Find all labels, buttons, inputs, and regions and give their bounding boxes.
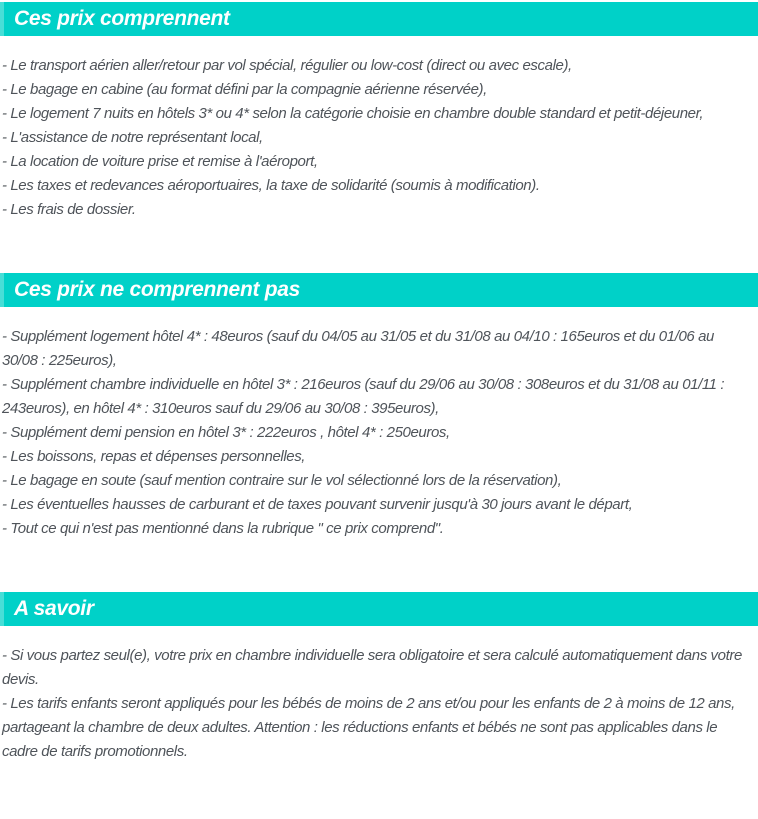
section-header-bar [0, 2, 758, 36]
list-item: - Les éventuelles hausses de carburant et de taxes pouvant survenir jusqu'à 30 jours avant le départ, [2, 496, 633, 513]
list-item: - Supplément chambre individuelle en hôtel 3* : 216euros (sauf du 29/06 au 30/08 : 308euros et du 31/08 au 01/11 : 243euros), en hôtel 4* : 310euros sauf du 29/06 au 30/08 : 395euros), [2, 376, 725, 417]
section-header-bar [0, 273, 758, 307]
section-title: Ces prix comprennent [14, 7, 230, 30]
section-title: A savoir [14, 597, 94, 620]
list-item: - Supplément demi pension en hôtel 3* : 222euros , hôtel 4* : 250euros, [2, 424, 450, 441]
section-item-list [0, 626, 758, 784]
section-header-bar [0, 592, 758, 626]
section-prices-include [0, 2, 758, 273]
list-item: - Le bagage en soute (sauf mention contraire sur le vol sélectionné lors de la réservation), [2, 472, 562, 489]
list-item: - Les taxes et redevances aéroportuaires, la taxe de solidarité (soumis à modification). [2, 177, 540, 194]
section-good-to-know [0, 592, 758, 784]
list-item: - L'assistance de notre représentant local, [2, 129, 263, 146]
list-item: - Les tarifs enfants seront appliqués pour les bébés de moins de 2 ans et/ou pour les enfants de 2 à moins de 12 ans, partageant la chambre de deux adultes. Attention : les réductions enfants et bébés ne sont pas applicables dans le cadre de tarifs promotionnels. [2, 695, 735, 760]
list-item: - Si vous partez seul(e), votre prix en chambre individuelle sera obligatoire et sera calculé automatiquement dans votre devis. [2, 647, 742, 688]
list-item: - Le logement 7 nuits en hôtels 3* ou 4* selon la catégorie choisie en chambre double standard et petit-déjeuner, [2, 105, 704, 122]
section-item-list [0, 36, 758, 273]
section-prices-exclude [0, 273, 758, 592]
section-title: Ces prix ne comprennent pas [14, 278, 300, 301]
list-item: - Les frais de dossier. [2, 201, 136, 218]
list-item: - Tout ce qui n'est pas mentionné dans la rubrique " ce prix comprend". [2, 520, 444, 537]
list-item: - La location de voiture prise et remise à l'aéroport, [2, 153, 318, 170]
list-item: - Supplément logement hôtel 4* : 48euros (sauf du 04/05 au 31/05 et du 31/08 au 04/10 : 165euros et du 01/06 au 30/08 : 225euros), [2, 328, 714, 369]
section-item-list [0, 307, 758, 592]
list-item: - Les boissons, repas et dépenses personnelles, [2, 448, 306, 465]
list-item: - Le bagage en cabine (au format défini par la compagnie aérienne réservée), [2, 81, 487, 98]
list-item: - Le transport aérien aller/retour par vol spécial, régulier ou low-cost (direct ou avec escale), [2, 57, 572, 74]
